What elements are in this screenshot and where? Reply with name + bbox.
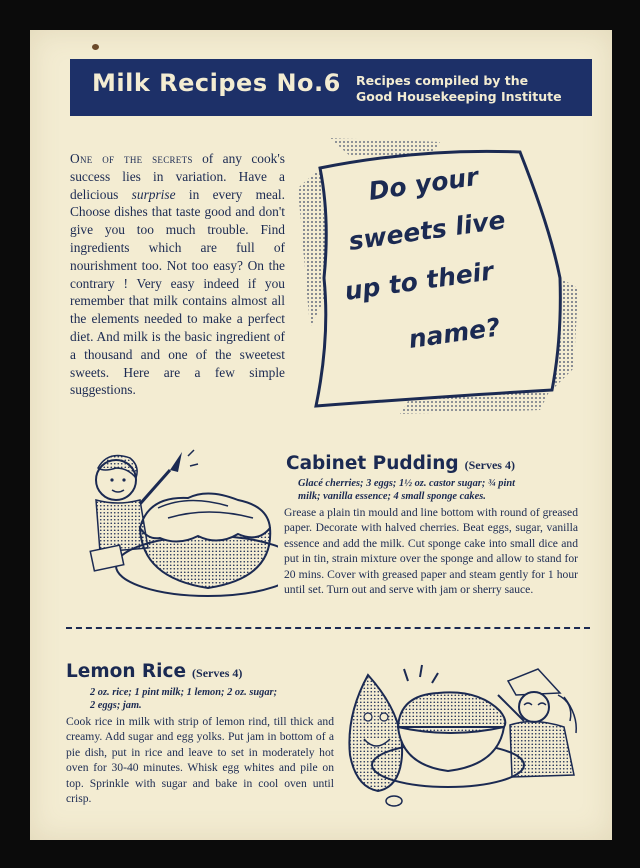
cabinet-pudding-ingredients: Glacé cherries; 3 eggs; 1½ oz. castor sugar; ¾ pint milk; vanilla essence; 4 small sponge cakes. (298, 478, 516, 502)
slogan-line-3: up to their (342, 256, 496, 306)
lemon-rice-method: Cook rice in milk with strip of lemon rind, till thick and creamy. Add sugar and egg yolks. Put jam in bottom of a pie dish, put in rice and leave to set in moderately hot oven for 30-40 minutes. Whisk egg whites and pile on top. Sprinkle with sugar and bake in cool oven until crisp. (66, 715, 334, 806)
pin-hole (92, 44, 99, 50)
slogan-line-1: Do your (366, 161, 480, 206)
cabinet-pudding-serves: (Serves 4) (464, 458, 515, 472)
cabinet-pudding-title (286, 453, 515, 474)
lemon-rice-ingredients: 2 oz. rice; 1 pint milk; 1 lemon; 2 oz. sugar; 2 eggs; jam. (90, 687, 278, 711)
lemon-rice-heading: Lemon Rice (66, 661, 187, 682)
slogan-line-4: name? (406, 312, 503, 354)
page-title: Milk Recipes No.6 (92, 69, 341, 97)
intro-text-2: in every meal. Choose dishes that taste good and don't give you too much trouble. Find ingredients which are full of nourishment too. Not too easy? On the contrary ! Very easy indeed if you remember that milk contains almost all the elements needed to make a perfect diet. And milk is the basic ingredient of a thousand and one of the sweetest sweets. Here are a few simple suggestions. (70, 186, 285, 398)
lemon-rice-title (66, 661, 242, 682)
header-banner (70, 59, 592, 116)
cabinet-pudding-illustration (78, 448, 278, 618)
intro-lead: One of the secrets (70, 151, 193, 166)
intro-paragraph (70, 150, 285, 399)
subtitle-line-1: Recipes compiled by the (356, 73, 529, 88)
lemon-rice-serves: (Serves 4) (192, 666, 243, 680)
section-divider (66, 627, 590, 629)
intro-text-1: of any cook's success lies in variation. Have a delicious (70, 151, 285, 202)
subtitle-line-2: Good Housekeeping Institute (356, 89, 562, 104)
cabinet-pudding-method: Grease a plain tin mould and line bottom with round of greased paper. Decorate with halved cherries. Beat eggs, sugar, vanilla essence and add the milk. Cut sponge cake into small dice and put in tin, strain mixture over the sponge and allow to stand for 20 mins. Cover with greased paper and steam gently for 1 hour until set. Turn out and serve with jam or sherry sauce. (284, 506, 578, 597)
cabinet-pudding-heading: Cabinet Pudding (286, 453, 459, 474)
lemon-rice-illustration (338, 655, 583, 815)
header-subtitle (356, 73, 562, 105)
slogan-line-2: sweets live (346, 205, 508, 256)
slogan-sign (290, 128, 580, 418)
intro-emphasis: surprise (131, 186, 176, 202)
